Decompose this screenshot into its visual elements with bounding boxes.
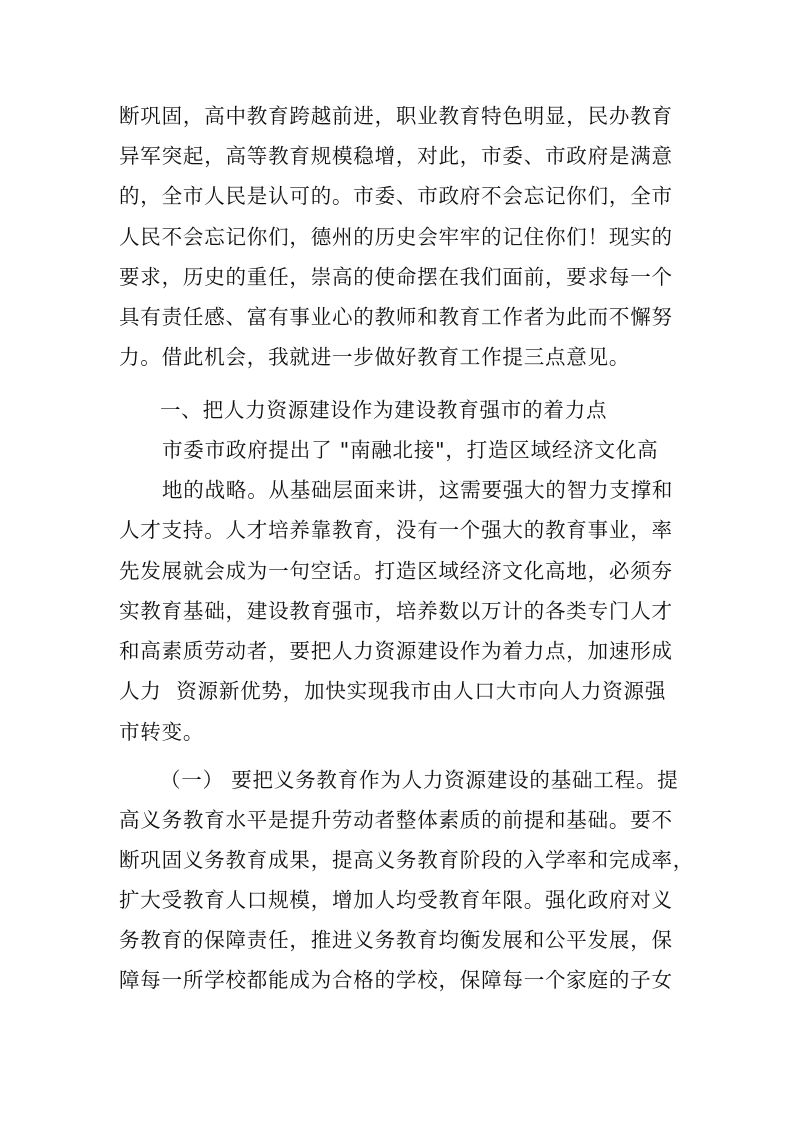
text-line: 市转变。 xyxy=(119,720,205,744)
text-line: 要求，历史的重任，崇高的使命摆在我们面前，要求每一个 xyxy=(119,265,673,289)
text-line: 断巩固，高中教育跨越前进，职业教育特色明显，民办教育 xyxy=(119,104,673,128)
text-line: 和高素质劳动者，要把人力资源建设作为着力点，加速形成 xyxy=(119,639,673,663)
text-line: 地的战略。从基础层面来讲，这需要强大的智力支撑和 xyxy=(162,478,674,502)
text-line: 障每一所学校都能成为合格的学校，保障每一个家庭的子女 xyxy=(119,968,673,992)
text-line: 力。借此机会，我就进一步做好教育工作提三点意见。 xyxy=(119,345,631,369)
text-line: 断巩固义务教育成果，提高义务教育阶段的入学率和完成率， xyxy=(119,848,695,872)
text-line: 人力 资源新优势，加快实现我市由人口大市向人力资源强 xyxy=(119,679,667,703)
text-line: 先发展就会成为一句空话。打造区域经济文化高地，必须夯 xyxy=(119,559,673,583)
text-line: 异军突起，高等教育规模稳增，对此，市委、市政府是满意 xyxy=(119,144,673,168)
text-line: 具有责任感、富有事业心的教师和教育工作者为此而不懈努 xyxy=(119,305,673,329)
section-heading: 一、把人力资源建设作为建设教育强市的着力点 xyxy=(160,398,608,422)
text-line: 高义务教育水平是提升劳动者整体素质的前提和基础。要不 xyxy=(119,808,673,832)
subsection-heading: （一） 要把义务教育作为人力资源建设的基础工程。提 xyxy=(160,768,679,792)
text-line: 市委市政府提出了 "南融北接"，打造区域经济文化高 xyxy=(162,438,659,462)
text-line: 务教育的保障责任，推进义务教育均衡发展和公平发展，保 xyxy=(119,928,673,952)
text-line: 实教育基础，建设教育强市，培养数以万计的各类专门人才 xyxy=(119,599,673,623)
text-line: 人才支持。人才培养靠教育，没有一个强大的教育事业，率 xyxy=(119,518,673,542)
text-line: 的，全市人民是认可的。市委、市政府不会忘记你们，全市 xyxy=(119,184,673,208)
text-line: 扩大受教育人口规模，增加人均受教育年限。强化政府对义 xyxy=(119,888,673,912)
text-line: 人民不会忘记你们，德州的历史会牢牢的记住你们！现实的 xyxy=(119,225,673,249)
